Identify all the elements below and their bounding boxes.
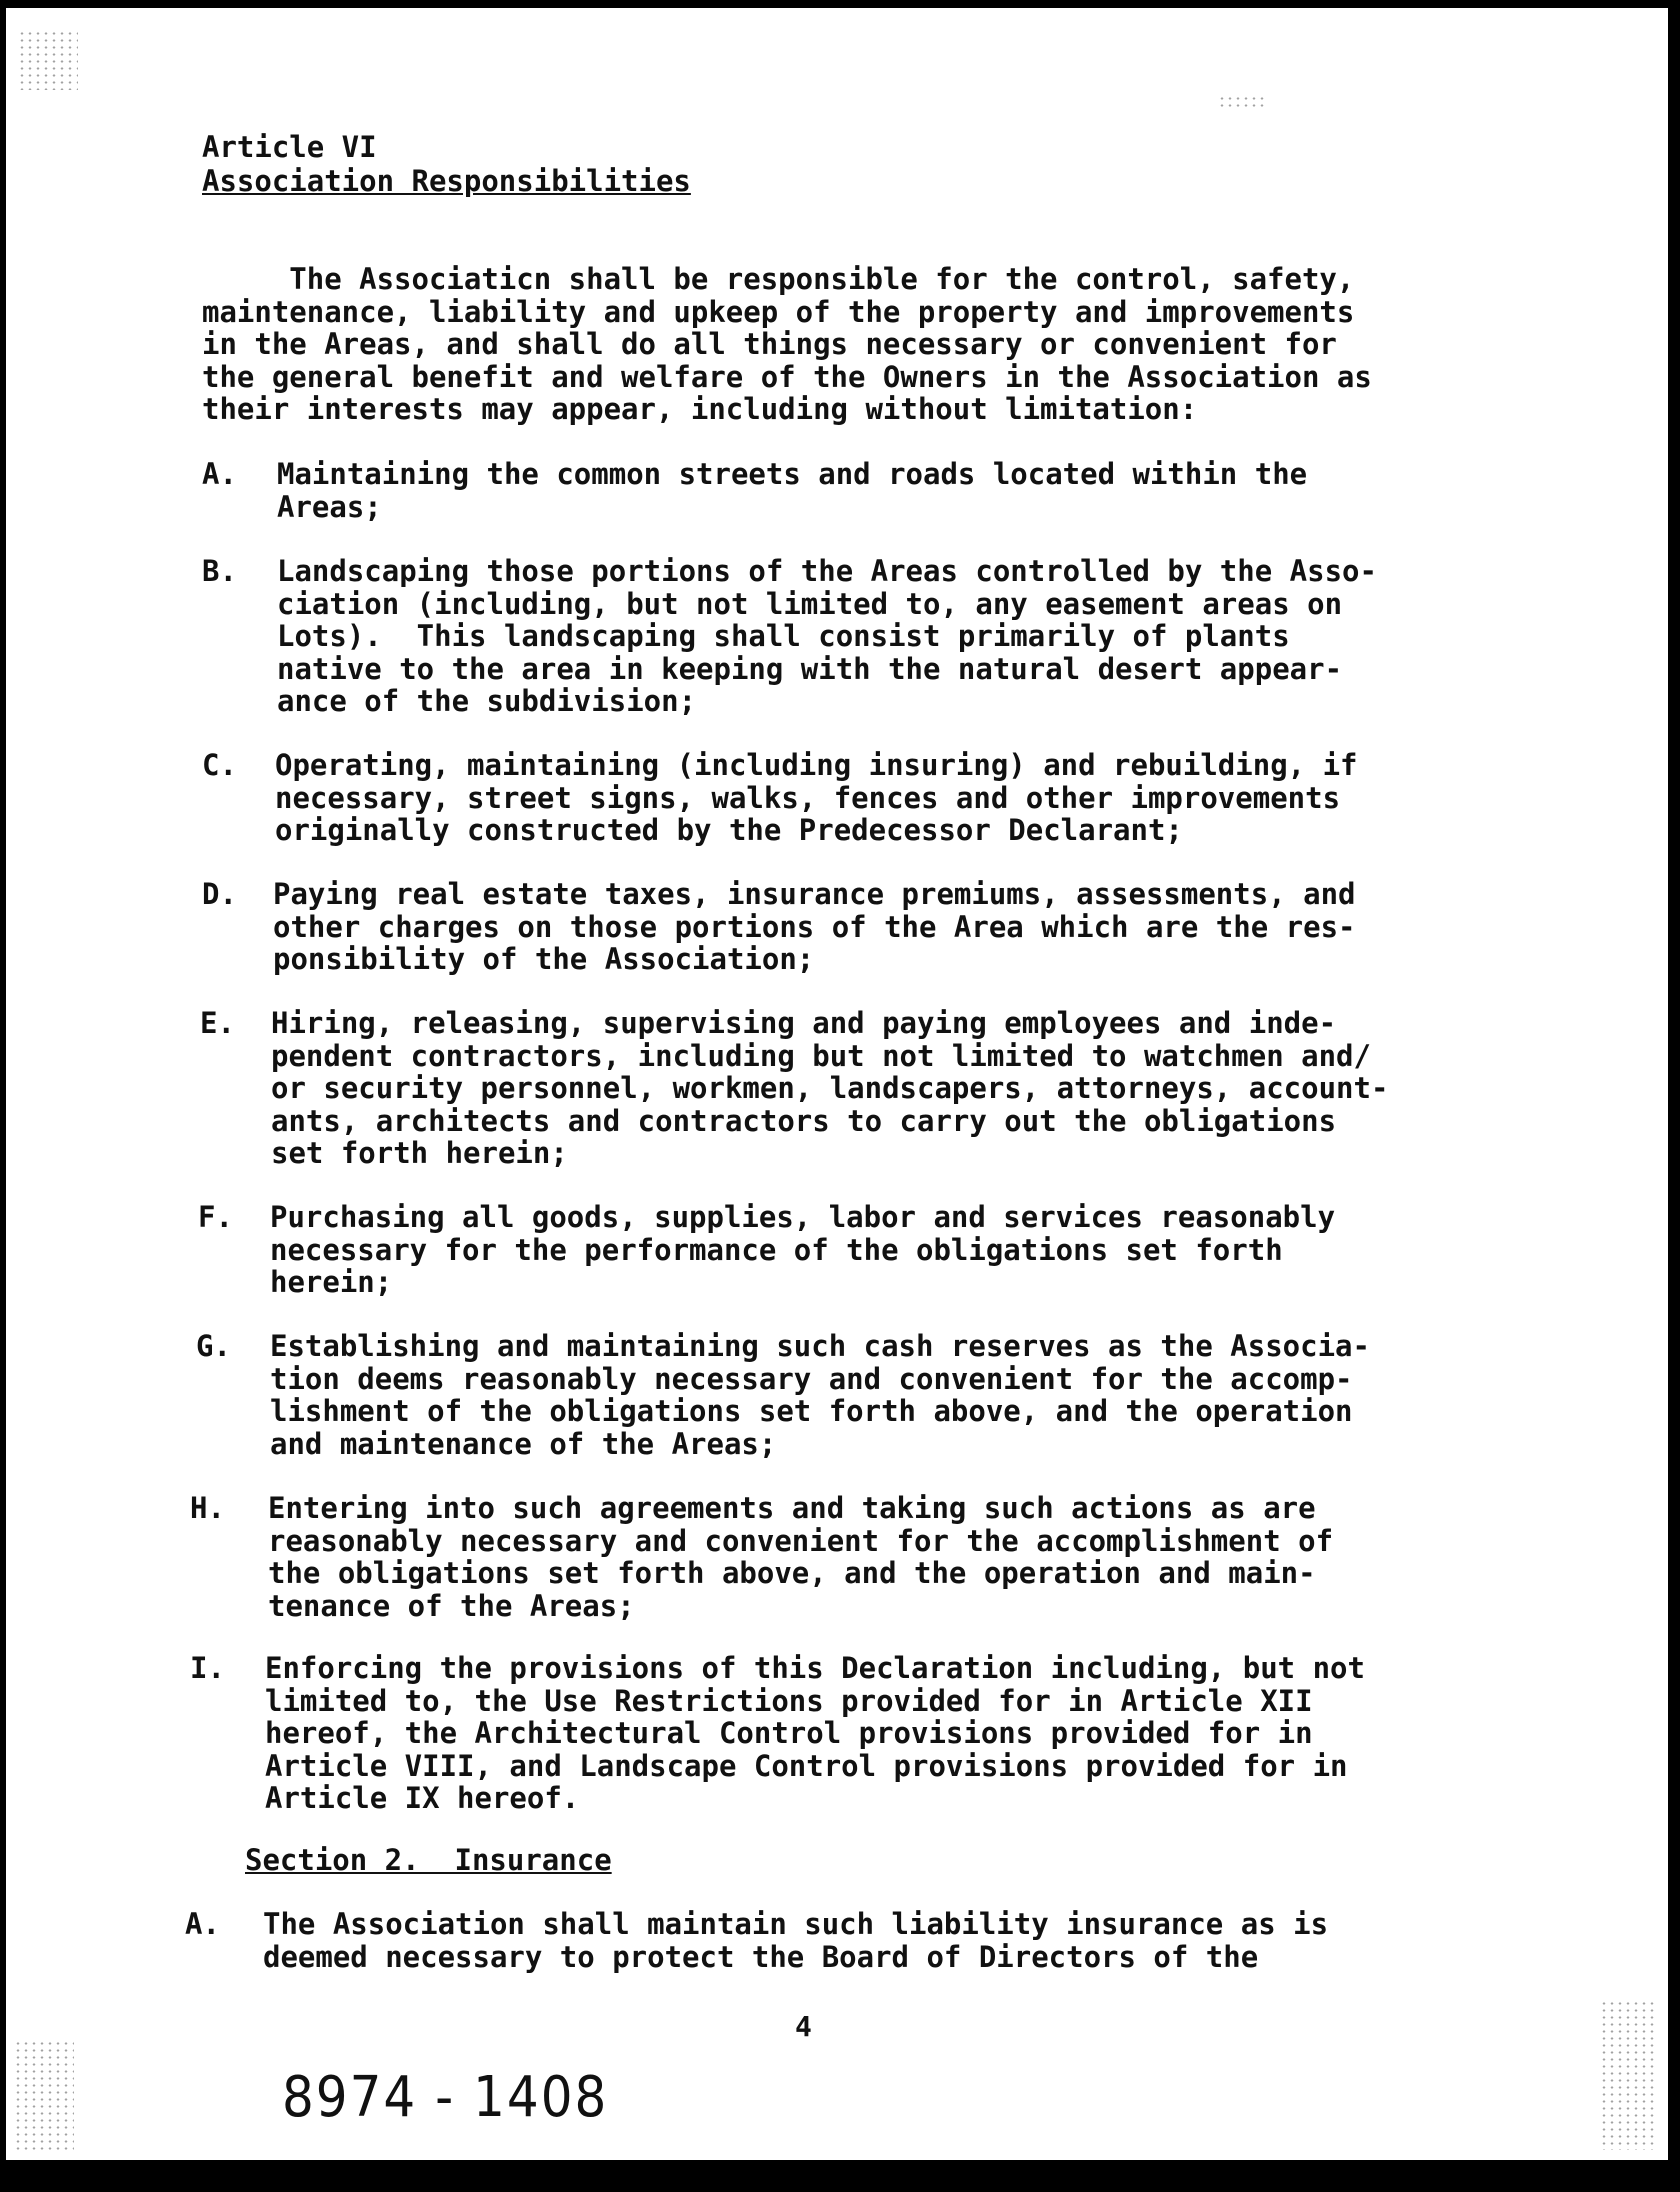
article-subtitle: Association Responsibilities [202,164,691,198]
scan-edge-bottom [0,2160,1680,2192]
scan-noise [14,2040,74,2150]
list-item-letter: B. [202,554,237,588]
list-item-text: Paying real estate taxes, insurance premiums, assessments, and other charges on those portions of the Area which are the res- ponsibility of the Association; [273,877,1356,976]
section-heading: Section 2. Insurance [245,1843,612,1877]
list-item-letter: G. [196,1329,231,1363]
list-item-letter: I. [190,1651,225,1685]
list-item-letter: A. [185,1907,220,1941]
list-item-text: Operating, maintaining (including insuring) and rebuilding, if necessary, street signs, walks, fences and other improvements originally constructed by the Predecessor Declarant; [275,748,1358,847]
list-item-text: Hiring, releasing, supervising and paying employees and inde- pendent contractors, including but not limited to watchmen and/ or security personnel, workmen, landscapers, attorneys, account- ants, architects and contractors to carry out the obligations set forth herein; [271,1006,1389,1170]
list-item-text: Landscaping those portions of the Areas controlled by the Asso- ciation (including, but not limited to, any easement areas on Lots). This landscaping shall consist primarily of plants native to the area in keeping with the natural desert appear- ance of the subdivision; [277,554,1377,718]
list-item-text: The Association shall maintain such liability insurance as is deemed necessary to protect the Board of Directors of the [263,1907,1329,1974]
list-item-letter: E. [200,1006,235,1040]
article-title: Article VI [202,130,377,164]
scan-edge-top [0,0,1680,8]
list-item-text: Establishing and maintaining such cash reserves as the Associa- tion deems reasonably necessary and convenient for the accomp- lishment of the obligations set forth above, and the operation and maintenance of the Areas; [270,1329,1370,1461]
list-item-letter: H. [190,1491,225,1525]
list-item-letter: C. [202,748,237,782]
scan-edge-right [1668,0,1680,2192]
page-number: 4 [795,2010,812,2043]
scan-noise [18,30,78,90]
article-heading [202,130,691,198]
scan-noise [1218,95,1268,109]
list-item-text: Enforcing the provisions of this Declaration including, but not limited to, the Use Restrictions provided for in Article XII hereof, the Architectural Control provisions provided for in Article VIII, and Landscape Control provisions provided for in Article IX hereof. [265,1651,1365,1815]
list-item-text: Maintaining the common streets and roads located within the Areas; [277,457,1308,524]
scan-noise [1600,2000,1655,2150]
document-stamp-number: 8974 - 1408 [282,2064,609,2130]
scan-edge-left [0,0,6,2192]
list-item-letter: F. [198,1200,233,1234]
list-item-text: Purchasing all goods, supplies, labor and services reasonably necessary for the performance of the obligations set forth herein; [270,1200,1336,1299]
list-item-letter: A. [202,457,237,491]
intro-paragraph: The Associaticn shall be responsible for the control, safety, maintenance, liability and upkeep of the property and improvements in the Areas, and shall do all things necessary or convenient for the general benefit and welfare of the Owners in the Association as their interests may appear, including without limitation: [202,262,1372,426]
list-item-text: Entering into such agreements and taking such actions as are reasonably necessary and convenient for the accomplishment of the obligations set forth above, and the operation and main- tenance of the Areas; [268,1491,1334,1623]
list-item-letter: D. [202,877,237,911]
